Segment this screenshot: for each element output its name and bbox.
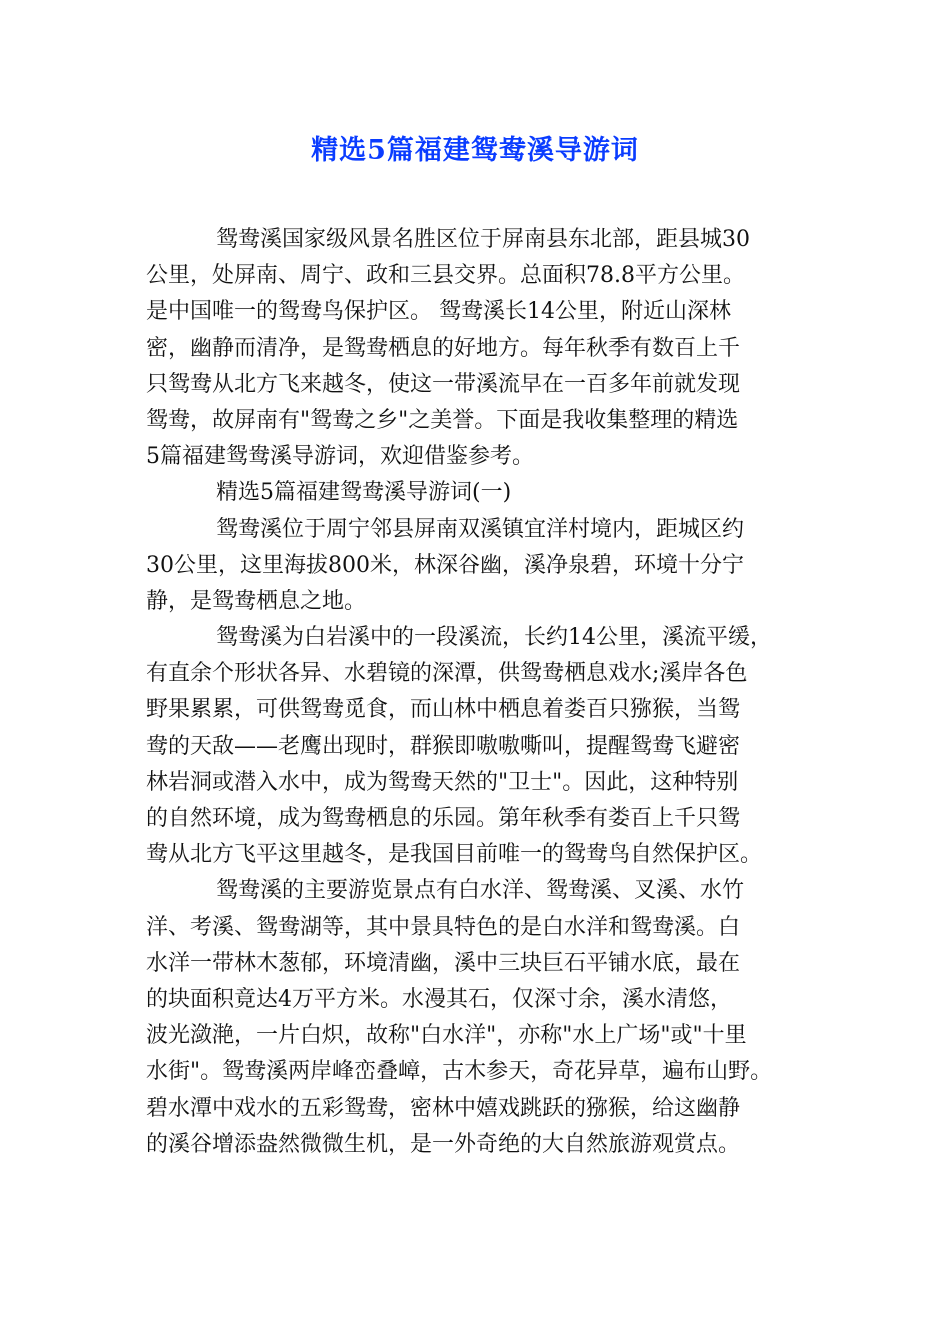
text-line: 鸳鸯，故屏南有"鸳鸯之乡"之美誉。下面是我收集整理的精选 [146, 407, 739, 433]
text-line: 鸯从北方飞平这里越冬，是我国目前唯一的鸳鸯鸟自然保护区。 [146, 842, 763, 868]
text-line: 鸯的天敌——老鹰出现时，群猴即嗷嗷嘶叫，提醒鸳鸯飞避密 [146, 733, 741, 759]
text-line: 野果累累，可供鸳鸯觅食，而山林中栖息着娄百只猕猴，当鸳 [146, 697, 741, 723]
text-line: 波光潋滟，一片白炽，故称"白水洋"，亦称"水上广场"或"十里 [146, 1023, 747, 1049]
text-line: 的块面积竟达4万平方米。水漫其石，仅深寸余，溪水清悠， [146, 986, 732, 1012]
text-line: 静，是鸳鸯栖息之地。 [146, 588, 367, 614]
text-line: 是中国唯一的鸳鸯鸟保护区。 鸳鸯溪长14公里，附近山深林 [146, 299, 731, 325]
text-line: 碧水潭中戏水的五彩鸳鸯，密林中嬉戏跳跃的猕猴，给这幽静 [146, 1095, 741, 1121]
text-line: 水洋一带林木葱郁，环境清幽，溪中三块巨石平铺水底，最在 [146, 950, 741, 976]
text-line: 精选5篇福建鸳鸯溪导游词(一) [216, 480, 512, 506]
text-line: 只鸳鸯从北方飞来越冬，使这一带溪流早在一百多年前就发现 [146, 371, 741, 397]
text-line: 5篇福建鸳鸯溪导游词，欢迎借鉴参考。 [146, 444, 534, 470]
text-line: 密，幽静而清净，是鸳鸯栖息的好地方。每年秋季有数百上千 [146, 335, 741, 361]
text-line: 洋、考溪、鸳鸯湖等，其中景具特色的是白水洋和鸳鸯溪。白 [146, 914, 741, 940]
text-line: 水街"。鸳鸯溪两岸峰峦叠嶂，古木参天，奇花异草，遍布山野。 [146, 1059, 773, 1085]
text-line: 公里，处屏南、周宁、政和三县交界。总面积78.8平方公里。 [146, 263, 745, 289]
text-line: 鸳鸯溪为白岩溪中的一段溪流，长约14公里，溪流平缓， [216, 625, 772, 651]
text-line: 鸳鸯溪的主要游览景点有白水洋、鸳鸯溪、叉溪、水竹 [216, 878, 745, 904]
text-line: 鸳鸯溪位于周宁邻县屏南双溪镇宜洋村境内，距城区约 [216, 516, 745, 542]
text-line: 林岩洞或潜入水中，成为鸳鸯天然的"卫士"。因此，这种特别 [146, 769, 739, 795]
text-line: 鸳鸯溪国家级风景名胜区位于屏南县东北部，距县城30 [216, 227, 750, 252]
text-line: 的自然环境，成为鸳鸯栖息的乐园。第年秋季有娄百上千只鸳 [146, 806, 741, 831]
text-line: 的溪谷增添盎然微微生机，是一外奇绝的大自然旅游观赏点。 [146, 1131, 741, 1157]
text-line: 有直余个形状各异、水碧镜的深潭，供鸳鸯栖息戏水;溪岸各色 [146, 661, 748, 687]
document-title: 精选5篇福建鸳鸯溪导游词 [311, 135, 639, 166]
text-line: 30公里，这里海拔800米，林深谷幽，溪净泉碧，环境十分宁 [146, 552, 744, 578]
document-body [146, 222, 814, 1163]
